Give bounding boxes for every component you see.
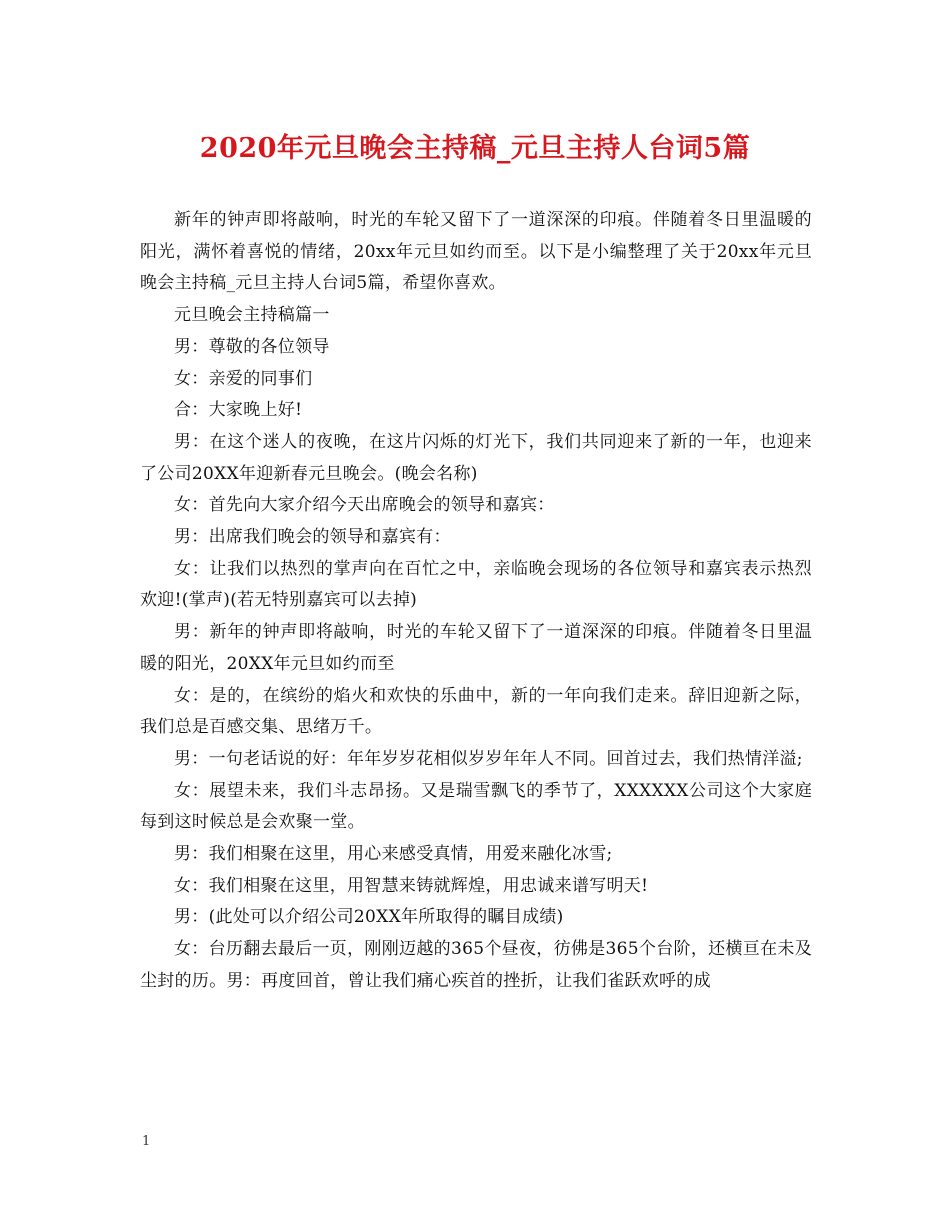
script-line: 男：新年的钟声即将敲响，时光的车轮又留下了一道深深的印痕。伴随着冬日里温暖的阳光，20XX年元旦如约而至 bbox=[140, 622, 812, 674]
script-line: 男：在这个迷人的夜晚，在这片闪烁的灯光下，我们共同迎来了新的一年，也迎来了公司20XX年迎新春元旦晚会。(晚会名称) bbox=[140, 431, 812, 484]
script-line: 男：我们相聚在这里，用心来感受真情，用爱来融化冰雪; bbox=[174, 844, 613, 865]
intro-paragraph: 新年的钟声即将敲响，时光的车轮又留下了一道深深的印痕。伴随着冬日里温暖的阳光，满怀着喜悦的情绪，20xx年元旦如约而至。以下是小编整理了关于20xx年元旦晚会主持稿_元旦主持人台词5篇，希望你喜欢。 bbox=[140, 210, 812, 294]
section-heading: 元旦晚会主持稿篇一 bbox=[174, 305, 330, 326]
script-line: 合：大家晚上好! bbox=[174, 400, 303, 421]
script-line: 男：出席我们晚会的领导和嘉宾有： bbox=[174, 527, 451, 548]
script-line: 男：尊敬的各位领导 bbox=[174, 336, 330, 357]
script-line: 女：亲爱的同事们 bbox=[174, 368, 313, 389]
document-title: 2020年元旦晚会主持稿_元旦主持人台词5篇 bbox=[199, 133, 751, 164]
script-line: 女：我们相聚在这里，用智慧来铸就辉煌，用忠诚来谱写明天! bbox=[174, 875, 649, 896]
document-body bbox=[140, 205, 812, 998]
script-line: 女：首先向大家介绍今天出席晚会的领导和嘉宾： bbox=[174, 495, 555, 516]
script-line: 女：是的，在缤纷的焰火和欢快的乐曲中，新的一年向我们走来。辞旧迎新之际，我们总是百感交集、思绪万千。 bbox=[140, 685, 812, 738]
page-number: 1 bbox=[142, 1134, 151, 1149]
script-line: 男：(此处可以介绍公司20XX年所取得的瞩目成绩) bbox=[174, 907, 564, 928]
script-line: 女：台历翻去最后一页，刚刚迈越的365个昼夜，彷佛是365个台阶，还横亘在未及尘封的历。男：再度回首，曾让我们痛心疾首的挫折，让我们雀跃欢呼的成 bbox=[140, 939, 812, 991]
script-line: 女：让我们以热烈的掌声向在百忙之中，亲临晚会现场的各位领导和嘉宾表示热烈欢迎!(掌声)(若无特别嘉宾可以去掉) bbox=[140, 558, 812, 611]
script-line: 男：一句老话说的好：年年岁岁花相似岁岁年年人不同。回首过去，我们热情洋溢; bbox=[174, 748, 803, 769]
script-line: 女：展望未来，我们斗志昂扬。又是瑞雪飘飞的季节了，XXXXXX公司这个大家庭每到这时候总是会欢聚一堂。 bbox=[140, 780, 812, 833]
